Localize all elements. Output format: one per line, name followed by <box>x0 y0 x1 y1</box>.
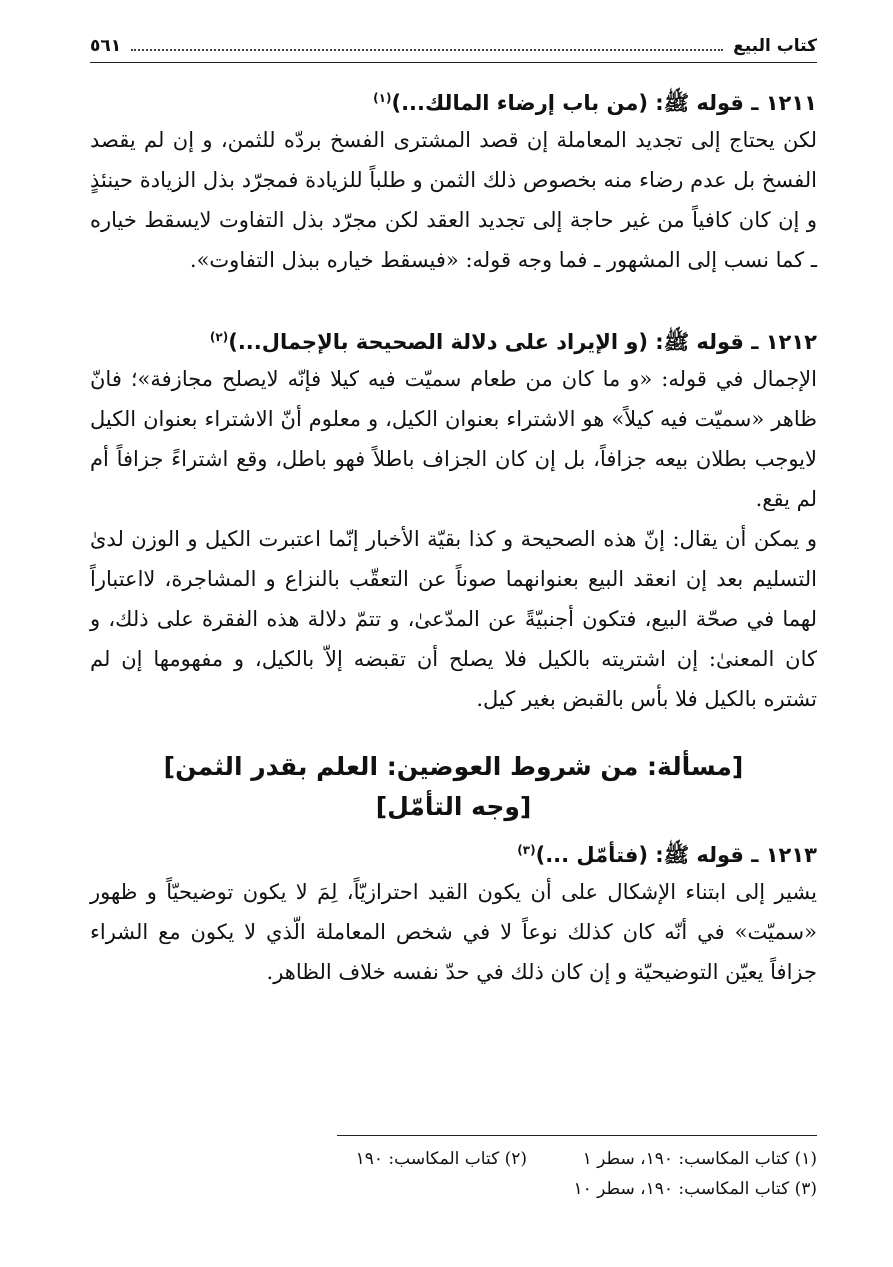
footnote-rule <box>337 1135 817 1136</box>
footnote-3: (٣) كتاب المكاسب: ١٩٠، سطر ١٠ <box>573 1179 817 1199</box>
footnotes <box>90 1135 817 1204</box>
page <box>90 36 817 992</box>
footnote-ref-1: (١) <box>373 91 392 105</box>
footnote-ref-2: (٢) <box>209 330 229 344</box>
entry-1213-text: يشير إلى ابتناء الإشكال على أن يكون القيد احترازيّاً، لِمَ لا يكون توضيحيّاً و ظهور «سميّت» في أنّه كان كذلك نوعاً لا في شخص المعاملة الّذي لا يكون مع الشراء جزافاً يعيّن التوضيحيّة و إن كان ذلك في حدّ نفسه خلاف الظاهر. <box>90 880 817 984</box>
running-header <box>90 36 817 63</box>
entry-1212-text-2: و يمكن أن يقال: إنّ هذه الصحيحة و كذا بقيّة الأخبار إنّما اعتبرت الكيل و الوزن لدىٰ التسليم بعد إن انعقد البيع بعنوانهما صوناً عن التعقّب بالنزاع و المشاجرة، لااعتباراً لهما في صحّة البيع، فتكون أجنبيّةً عن المدّعىٰ، و تتمّ دلالة هذه الفقرة على ذلك، و كان المعنىٰ: إن اشتريته بالكيل فلا يصلح أن تقبضه إلاّ بالكيل، و مفهومها إن لم تشتره بالكيل فلا بأس بالقبض بغير كيل. <box>90 527 817 711</box>
page-number: ٥٦١ <box>90 36 122 56</box>
footnote-2: (٢) كتاب المكاسب: ١٩٠ <box>355 1149 527 1169</box>
entry-1213-heading <box>90 833 817 872</box>
entry-1212-text-1: الإجمال في قوله: «و ما كان من طعام سميّت فيه كيلا فإنّه لايصلح مجازفة»؛ فانّ ظاهر «سميّت فيه كيلاً» هو الاشتراء بعنوان الكيل، و معلوم أنّ الاشتراء بعنوان الكيل لايوجب بطلان بيعه جزافاً، بل إن كان الجزاف باطلاً فهو باطل، وقع اشتراءً جزافاً أم لم يقع. <box>90 367 817 511</box>
section-title-line-1: [مسألة: من شروط العوضين: العلم بقدر الثمن] <box>163 752 744 781</box>
entry-1211-title: ١٢١١ ـ قوله ﷺ: (من باب إرضاء المالك...) <box>391 91 817 115</box>
header-dots <box>131 39 723 51</box>
entry-1212-title: ١٢١٢ ـ قوله ﷺ: (و الإيراد على دلالة الصحيحة بالإجمال...) <box>228 330 817 354</box>
footnote-ref-3: (٣) <box>517 843 536 857</box>
section-title <box>90 747 817 827</box>
entry-1213-title: ١٢١٣ ـ قوله ﷺ: (فتأمّل ...) <box>535 843 817 867</box>
footnote-1: (١) كتاب المكاسب: ١٩٠، سطر ١ <box>582 1149 817 1169</box>
entry-1211-heading <box>90 81 817 120</box>
section-title-line-2: [وجه التأمّل] <box>375 792 532 821</box>
entry-1212-heading <box>90 320 817 359</box>
book-title: كتاب البيع <box>733 36 817 56</box>
footnote-row-1 <box>90 1144 817 1174</box>
entry-1211-text: لكن يحتاج إلى تجديد المعاملة إن قصد المشترى الفسخ بردّه للثمن، و إن لم يقصد الفسخ بل عدم رضاء منه بخصوص ذلك الثمن و طلباً للزيادة فمجرّد بذل الزيادة حينئذٍ و إن كان كافياً من غير حاجة إلى تجديد العقد لكن مجرّد بذل التفاوت لايسقط خياره ـ كما نسب إلى المشهور ـ فما وجه قوله: «فيسقط خياره ببذل التفاوت». <box>90 128 817 272</box>
footnote-row-2 <box>90 1174 817 1204</box>
